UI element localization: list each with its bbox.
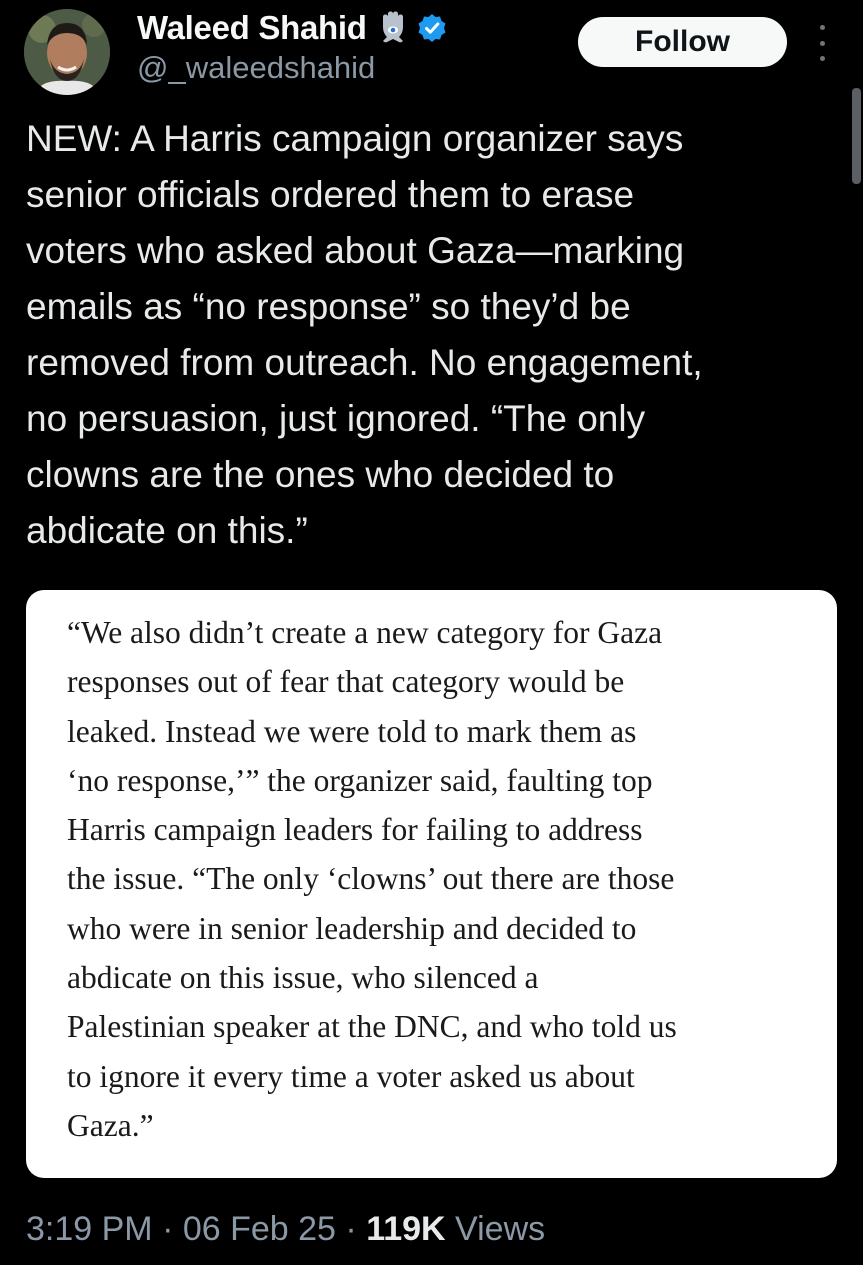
tweet-date[interactable]: 06 Feb 25 <box>182 1210 336 1248</box>
scrollbar-thumb[interactable] <box>852 88 861 184</box>
meta-separator: · <box>335 1210 367 1248</box>
tweet-time[interactable]: 3:19 PM <box>26 1210 153 1248</box>
tweet-meta <box>26 1210 545 1249</box>
verified-badge-icon[interactable] <box>417 13 447 43</box>
follow-button[interactable]: Follow <box>578 17 787 67</box>
more-options-icon[interactable] <box>814 25 830 61</box>
views-count[interactable]: 119K <box>366 1210 446 1248</box>
quote-image-text: “We also didn’t create a new category for Gaza responses out of fear that category would be leaked. Instead we were told to mark them as ‘no response,’” the organizer said, faulting top Harris campaign leaders for failing to address the issue. “The only ‘clowns’ out there are those who were in senior leadership and decided to abdicate on this issue, who silenced a Palestinian speaker at the DNC, and who told us to ignore it every time a voter asked us about Gaza.” <box>67 615 677 1143</box>
hamsa-icon <box>377 11 407 45</box>
display-name[interactable]: Waleed Shahid <box>137 9 367 46</box>
views-label: Views <box>445 1210 546 1248</box>
avatar[interactable] <box>24 9 110 95</box>
name-row <box>137 8 447 48</box>
attached-image[interactable] <box>26 590 837 1178</box>
meta-separator: · <box>152 1210 183 1248</box>
user-handle[interactable]: @_waleedshahid <box>137 50 376 85</box>
tweet-text: NEW: A Harris campaign organizer says senior officials ordered them to erase voters who asked about Gaza—marking emails as “no response” so they’d be removed from outreach. No engagement, no persuasion, just ignored. “The only clowns are the ones who decided to abdicate on this.” <box>26 118 703 551</box>
